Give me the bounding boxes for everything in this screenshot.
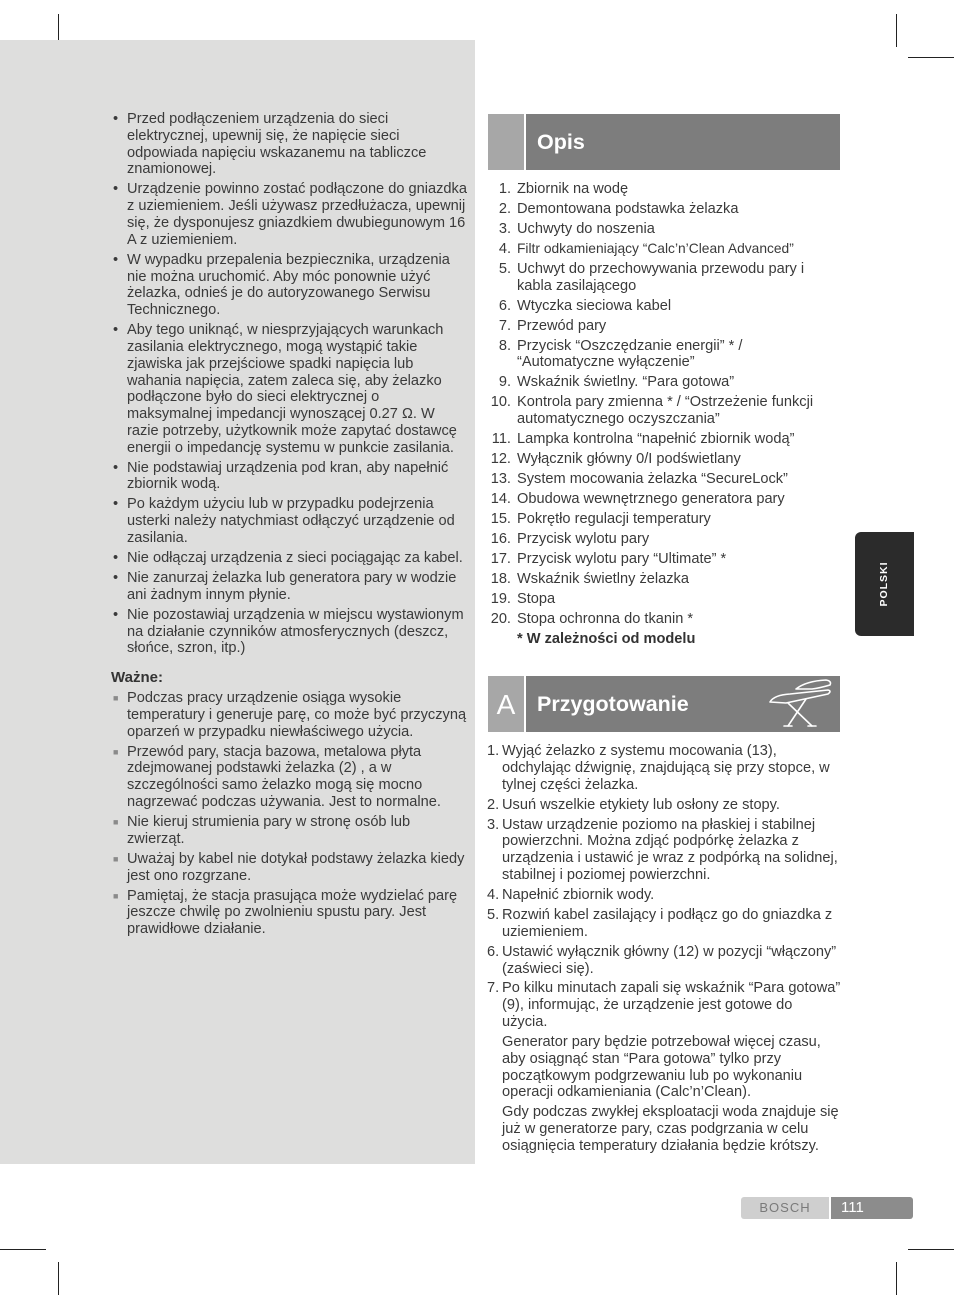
section-letter: A [488, 676, 526, 732]
item-number: 12. [490, 451, 511, 468]
item-number: 8. [498, 337, 511, 354]
step-text: Ustawić wyłącznik główny (12) w pozycji “włączony” (zaświeci się). [502, 943, 837, 977]
list-item [487, 944, 841, 978]
list-item: • Nie pozostawiaj urządzenia w miejscu wystawionym na działanie czynników atmosferycznych (deszcz, słońce, szron, itp.) [111, 607, 467, 657]
item-number: 18. [490, 571, 511, 588]
step-text: Ustaw urządzenie poziomo na płaskiej i stabilnej powierzchni. Można zdjąć podpórkę żelazka z urządzenia i ustawić je wraz z podpórką na solidnej, stabilnej i poziomej powierzchni. [502, 816, 838, 883]
preparation-steps [487, 743, 841, 1158]
section-header-przygotowanie [488, 676, 840, 732]
list-item [486, 471, 840, 488]
crop-mark [0, 1249, 46, 1250]
step-text: Wyjąć żelazko z systemu mocowania (13), odchylając dźwignię, znajdującą się przy stopce, w tylnej części żelazka. [502, 743, 830, 793]
list-item [486, 318, 840, 335]
list-item [486, 201, 840, 218]
step-note: Gdy podczas zwykłej eksploatacji woda znajduje się już w generatorze pary, czas podgrzania w celu osiągnięcia temperatury działania będzie krótszy. [502, 1104, 839, 1155]
item-number: 4. [498, 240, 511, 257]
item-number: 10. [490, 394, 511, 411]
step-number: 2. [487, 796, 500, 813]
item-text: Pokrętło regulacji temperatury [517, 511, 711, 528]
item-text: Kontrola pary zmienna * / “Ostrzeżenie funkcji automatycznego oczyszczania” [517, 394, 814, 428]
list-item: ■ Przewód pary, stacja bazowa, metalowa płyta zdejmowanej podstawki żelazka (2) , a w szczególności samo żelazko mogą się mocno nagrzewać podczas używania. Jest to normalne. [111, 744, 467, 811]
item-number: 9. [498, 374, 511, 391]
item-number: 20. [490, 611, 511, 628]
crop-mark [908, 1249, 954, 1250]
list-item [487, 907, 841, 941]
list-item: • Nie odłączaj urządzenia z sieci pociągając za kabel. [111, 550, 467, 567]
list-item [487, 797, 841, 814]
item-text: Przewód pary [517, 317, 607, 334]
list-item [486, 551, 840, 568]
item-text: Przycisk “Oszczędzanie energii” * / “Automatyczne wyłączenie” [517, 337, 743, 371]
list-item [486, 571, 840, 588]
step-number: 5. [487, 906, 500, 923]
language-tab [855, 532, 914, 636]
list-item: ■ Nie kieruj strumienia pary w stronę osób lub zwierząt. [111, 814, 467, 848]
list-item [486, 261, 840, 295]
list-item: ■ Pamiętaj, że stacja prasująca może wydzielać parę jeszcze chwilę po zwolnieniu spustu pary. Jest prawidłowe działanie. [111, 888, 467, 938]
item-number: 15. [490, 511, 511, 528]
page-number: 111 [831, 1197, 913, 1219]
item-text: Uchwyty do noszenia [517, 220, 655, 237]
list-item [486, 221, 840, 238]
list-item [487, 887, 841, 904]
item-text: Przycisk wylotu pary “Ultimate” * [517, 551, 727, 568]
list-item: • Urządzenie powinno zostać podłączone do gniazdka z uziemieniem. Jeśli używasz przedłużacza, upewnij się, że dysponujesz gniazdkiem dwubiegunowym 16 A z uziemieniem. [111, 181, 467, 248]
step-text: Usuń wszelkie etykiety lub osłony ze stopy. [502, 796, 780, 813]
parts-list [486, 181, 840, 648]
crop-mark [58, 1262, 59, 1295]
language-label: POLSKI [878, 561, 890, 607]
item-number: 16. [490, 531, 511, 548]
item-text: Wyłącznik główny 0/I podświetlany [517, 451, 741, 468]
section-header-opis [488, 114, 840, 170]
item-text: Przycisk wylotu pary [517, 531, 650, 548]
list-item [487, 743, 841, 793]
item-number: 6. [498, 297, 511, 314]
item-number: 5. [498, 260, 511, 277]
item-text: Stopa ochronna do tkanin * [517, 611, 694, 628]
item-text: Wtyczka sieciowa kabel [517, 297, 672, 314]
list-item: ■ Podczas pracy urządzenie osiąga wysokie temperatury i generuje parę, co może być przyczyną oparzeń w przypadku niewłaściwego użycia. [111, 690, 467, 740]
step-number: 6. [487, 943, 500, 960]
section-title: Opis [537, 130, 585, 154]
section-tab [488, 114, 526, 170]
list-item [486, 394, 840, 428]
list-item [486, 298, 840, 315]
safety-column [111, 111, 467, 941]
list-item [487, 980, 841, 1030]
list-item [486, 611, 840, 628]
item-text: Lampka kontrolna “napełnić zbiornik wodą” [517, 431, 795, 448]
item-number: 3. [498, 220, 511, 237]
important-list [111, 690, 467, 938]
item-text: Wskaźnik świetlny. “Para gotowa” [517, 374, 735, 391]
important-heading: Ważne: [111, 669, 163, 687]
model-note: * W zależności od modelu [517, 631, 696, 648]
list-item: • Nie podstawiaj urządzenia pod kran, aby napełnić zbiornik wodą. [111, 460, 467, 494]
safety-list [111, 111, 467, 657]
step-number: 4. [487, 886, 500, 903]
list-item [486, 431, 840, 448]
crop-mark [908, 57, 954, 58]
step-note: Generator pary będzie potrzebował więcej czasu, aby osiągnąć stan “Para gotowa” tylko przy początkowym podgrzewaniu lub po wykonaniu operacji odkamieniania (Calc’n’Clean). [502, 1034, 821, 1101]
item-number: 11. [491, 431, 511, 448]
item-text: Stopa [517, 591, 556, 608]
list-item: • W wypadku przepalenia bezpiecznika, urządzenia nie można uruchomić. Aby móc ponownie użyć żelazka, odnieś je do autoryzowanego Serwisu Technicznego. [111, 252, 467, 319]
item-text: Obudowa wewnętrznego generatora pary [517, 491, 785, 508]
list-item [486, 241, 840, 258]
item-number: 13. [490, 471, 511, 488]
step-number: 7. [487, 980, 500, 997]
item-number: 19. [490, 591, 511, 608]
step-text: Rozwiń kabel zasilający i podłącz go do gniazdka z uziemieniem. [502, 906, 833, 940]
ironing-board-icon [766, 678, 836, 730]
crop-mark [896, 1262, 897, 1295]
item-number: 1. [498, 181, 511, 197]
item-text: Uchwyt do przechowywania przewodu pary i kabla zasilającego [517, 260, 805, 294]
list-item: ■ Uważaj by kabel nie dotykał podstawy żelazka kiedy jest ono rozgrzane. [111, 851, 467, 885]
step-text: Napełnić zbiornik wody. [502, 886, 655, 903]
list-item [486, 374, 840, 391]
list-item: • Po każdym użyciu lub w przypadku podejrzenia usterki należy natychmiast odłączyć urządzenie od zasilania. [111, 496, 467, 546]
list-item: • Aby tego uniknąć, w niesprzyjających warunkach zasilania elektrycznego, mogą wystąpić takie zjawiska jak przejściowe spadki napięcia lub wahania napięcia, zatem zaleca się, aby żelazko podłączone było do sieci elektrycznej o maksymalnej impedancji wynoszącej 0.27 Ω. W razie potrzeby, użytkownik może zapytać dostawcę energii o impedancję systemu w punkcie zasilania. [111, 322, 467, 456]
list-item: • Przed podłączeniem urządzenia do sieci elektrycznej, upewnij się, że napięcie sieci odpowiada napięciu wskazanemu na tabliczce znamionowej. [111, 111, 467, 178]
list-item [487, 817, 841, 884]
item-number: 17. [490, 551, 511, 568]
list-item [486, 181, 840, 198]
list-item: • Nie zanurzaj żelazka lub generatora pary w wodzie ani żadnym innym płynie. [111, 570, 467, 604]
step-number: 1. [487, 743, 500, 759]
item-text: Filtr odkamieniający “Calc’n’Clean Advanced” [517, 240, 794, 256]
list-item [486, 491, 840, 508]
list-item [486, 338, 840, 372]
list-item [486, 451, 840, 468]
list-item [486, 591, 840, 608]
item-text: Zbiornik na wodę [517, 181, 629, 197]
item-number: 7. [498, 317, 511, 334]
item-number: 2. [498, 200, 511, 217]
step-number: 3. [487, 816, 500, 833]
footer-brand: BOSCH [741, 1197, 829, 1219]
item-text: Demontowana podstawka żelazka [517, 200, 739, 217]
list-item [486, 511, 840, 528]
list-item [486, 531, 840, 548]
step-text: Po kilku minutach zapali się wskaźnik “Para gotowa” (9), informując, że urządzenie jest gotowe do użycia. [502, 980, 841, 1031]
crop-mark [896, 14, 897, 47]
item-number: 14. [490, 491, 511, 508]
section-title: Przygotowanie [537, 692, 689, 716]
item-text: System mocowania żelazka “SecureLock” [517, 471, 788, 488]
item-text: Wskaźnik świetlny żelazka [517, 571, 689, 588]
